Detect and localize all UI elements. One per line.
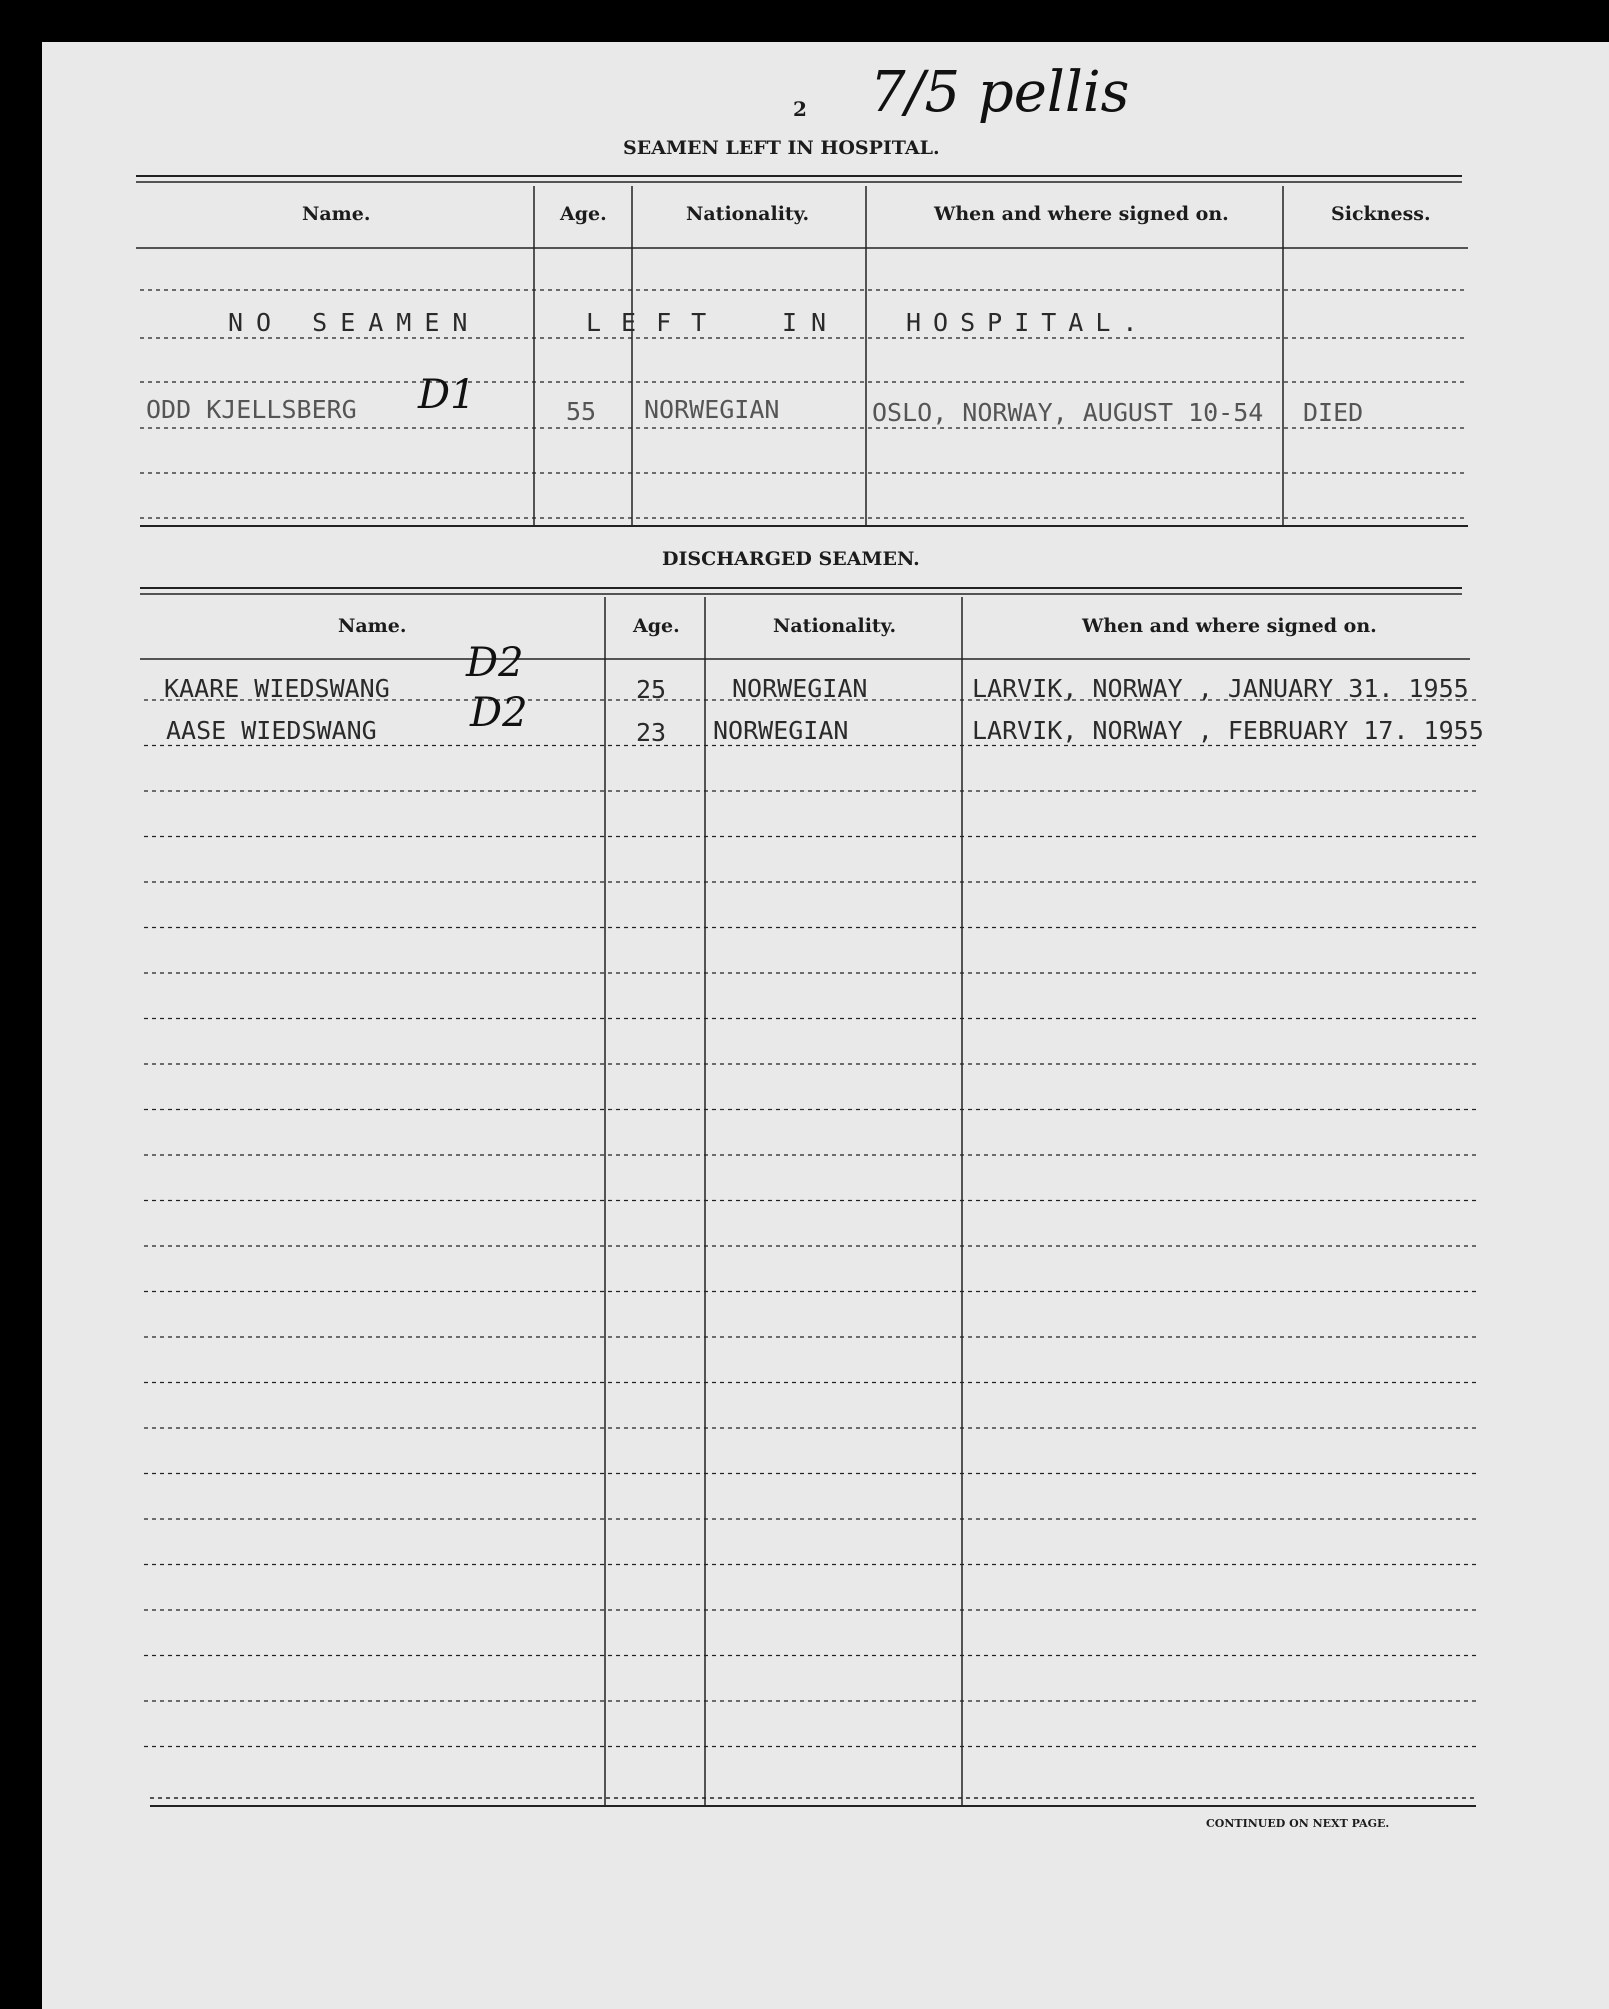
hospital-row-signed-on: OSLO, NORWAY, AUGUST 10-54	[872, 398, 1264, 427]
discharged-row-name: AASE WIEDSWANG	[166, 716, 377, 745]
continued-note: CONTINUED ON NEXT PAGE.	[1206, 1817, 1390, 1830]
discharged-header-signed-on: When and where signed on.	[1082, 615, 1377, 637]
hospital-header-nationality: Nationality.	[686, 203, 810, 225]
page-number: 2	[793, 97, 807, 121]
discharged-row-name: KAARE WIEDSWANG	[164, 674, 390, 703]
handwritten-reference: 7/5 pellis	[870, 60, 1130, 125]
no-seamen-banner: LEFT	[586, 308, 727, 337]
hospital-header-name: Name.	[302, 203, 371, 225]
discharged-row-nationality: NORWEGIAN	[732, 674, 868, 703]
discharged-row-nationality: NORWEGIAN	[713, 716, 849, 745]
discharged-row-signed-on: LARVIK, NORWAY , FEBRUARY 17. 1955	[972, 716, 1484, 745]
hospital-header-signed-on: When and where signed on.	[934, 203, 1229, 225]
discharged-header-nationality: Nationality.	[773, 615, 897, 637]
discharged-header-age: Age.	[633, 615, 680, 637]
hospital-row-age: 55	[566, 397, 597, 426]
discharged-row-signed-on: LARVIK, NORWAY , JANUARY 31. 1955	[972, 674, 1469, 703]
hospital-row-mark: D1	[418, 372, 476, 418]
discharged-section-title: DISCHARGED SEAMEN.	[662, 548, 920, 570]
no-seamen-banner: HOSPITAL.	[906, 308, 1150, 337]
hospital-row-sickness: DIED	[1303, 398, 1364, 427]
discharged-row-age: 23	[636, 718, 667, 747]
hospital-row-nationality: NORWEGIAN	[644, 395, 780, 424]
hospital-header-sickness: Sickness.	[1331, 203, 1431, 225]
hospital-header-age: Age.	[560, 203, 607, 225]
discharged-header-name: Name.	[338, 615, 407, 637]
discharged-row-age: 25	[636, 675, 667, 704]
hospital-section-title: SEAMEN LEFT IN HOSPITAL.	[623, 137, 940, 159]
no-seamen-banner: NO SEAMEN	[228, 308, 481, 337]
no-seamen-banner: IN	[782, 308, 841, 337]
discharged-row-mark: D2	[466, 640, 524, 686]
hospital-row-name: ODD KJELLSBERG	[146, 395, 357, 424]
discharged-row-mark: D2	[470, 690, 528, 736]
